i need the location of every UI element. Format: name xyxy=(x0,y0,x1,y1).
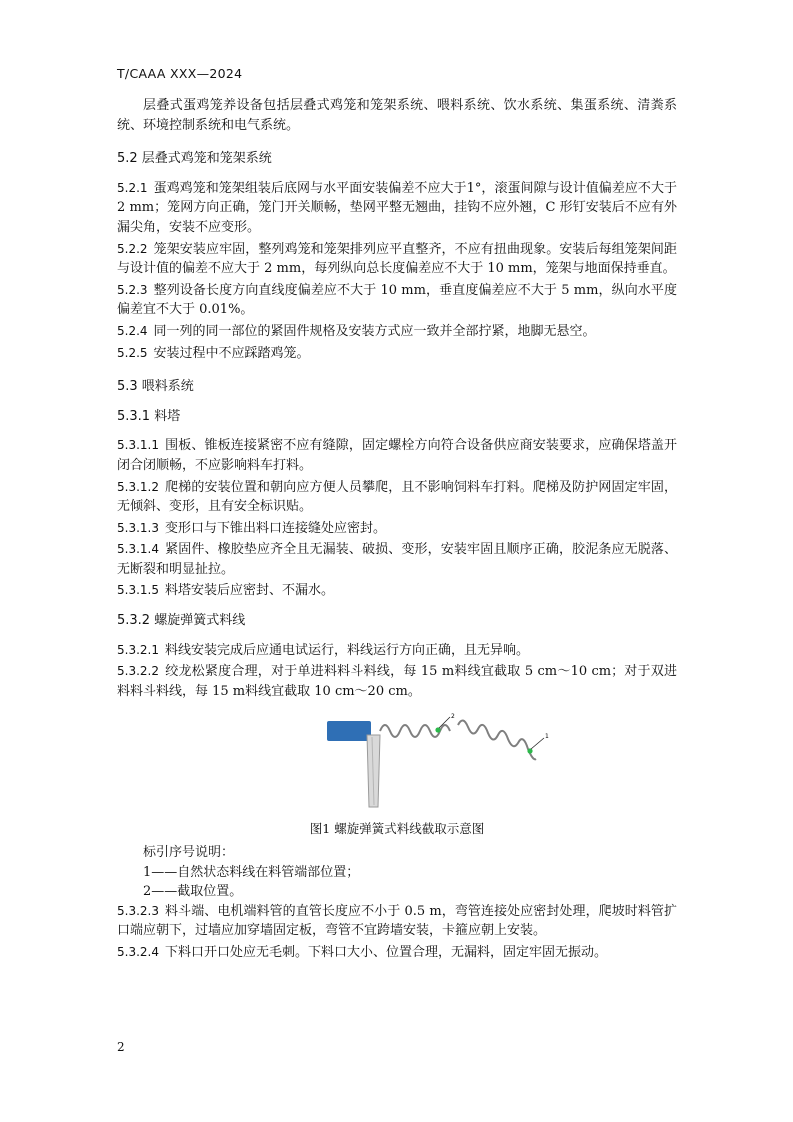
clause-text: 料斗端、电机端料管的直管长度应不小于 0.5 m，弯管连接处应密封处理，爬坡时料管扩口端应朝下，过墙应加穿墙固定板，弯管不宜跨墙安装，卡箍应朝上安装。 xyxy=(117,903,677,939)
legend-item-2: 2——截取位置。 xyxy=(143,884,243,900)
clause-5-2-4 xyxy=(117,322,677,342)
clause-text: 变形口与下锥出料口连接缝处应密封。 xyxy=(164,520,386,536)
clause-number: 5.3.1.1 xyxy=(117,438,159,453)
clause-5-3-1-2 xyxy=(117,478,677,517)
clause-text: 围板、锥板连接紧密不应有缝隙，固定螺栓方向符合设备供应商安装要求，应确保塔盖开闭合闭顺畅，不应影响料车打料。 xyxy=(117,438,677,473)
clause-number: 5.3.1.2 xyxy=(117,479,159,494)
clause-number: 5.2.4 xyxy=(117,323,148,338)
figure-1 xyxy=(117,713,677,813)
clause-5-3-1-5 xyxy=(117,581,677,601)
clause-5-2-3 xyxy=(117,281,677,320)
clause-5-3-1-3 xyxy=(117,519,677,539)
figure-caption: 图1 螺旋弹簧式料线截取示意图 xyxy=(309,821,485,837)
clause-text: 料塔安装后应密封、不漏水。 xyxy=(164,583,334,599)
clause-text: 笼架安装应牢固，整列鸡笼和笼架排列应平直整齐，不应有扭曲现象。安装后每组笼架间距与设计值的偏差不应大于 2 mm，每列纵向总长度偏差应不大于 10 mm，笼架与地面保持垂直。 xyxy=(117,241,677,277)
auger-spring-illustration xyxy=(322,713,552,811)
pipe-end-position-marker xyxy=(527,749,532,754)
clause-number: 5.3.1.3 xyxy=(117,520,159,535)
figure-label-2: 2 xyxy=(451,713,455,721)
clause-number: 5.2.1 xyxy=(117,180,148,195)
clause-number: 5.3.1.4 xyxy=(117,542,159,557)
clause-5-2-1 xyxy=(117,179,677,238)
clause-text: 蛋鸡鸡笼和笼架组装后底网与水平面安装偏差不应大于1°，滚蛋间隙与设计值偏差应不大于 2 mm；笼网方向正确，笼门开关顺畅，垫网平整无翘曲，挂钩不应外翘，C 形钉安装后不应有外漏尖角，安装不应变形。 xyxy=(117,180,677,235)
clause-5-2-5 xyxy=(117,344,677,364)
clause-text: 绞龙松紧度合理，对于单进料料斗料线，每 15 m料线宜截取 5 cm～10 cm；对于双进料料斗料线，每 15 m料线宜截取 10 cm～20 cm。 xyxy=(117,664,677,699)
clause-number: 5.3.2.3 xyxy=(117,903,159,918)
clause-text: 整列设备长度方向直线度偏差应不大于 10 mm，垂直度偏差应不大于 5 mm，纵向水平度偏差宜不大于 0.01%。 xyxy=(117,282,677,318)
leader-line-1 xyxy=(531,738,544,749)
clause-number: 5.3.2.4 xyxy=(117,945,159,959)
section-heading-5-2: 5.2 层叠式鸡笼和笼架系统 xyxy=(117,151,272,167)
clause-text: 爬梯的安装位置和朝向应方便人员攀爬，且不影响饲料车打料。爬梯及防护网固定牢固，无倾斜、变形，且有安全标识贴。 xyxy=(117,479,677,515)
intro-paragraph: 层叠式蛋鸡笼养设备包括层叠式鸡笼和笼架系统、喂料系统、饮水系统、集蛋系统、清粪系统、环境控制系统和电气系统。 xyxy=(117,98,677,133)
clause-5-3-2-2 xyxy=(117,662,677,701)
clause-text: 料线安装完成后应通电试运行，料线运行方向正确，且无异响。 xyxy=(164,642,529,658)
spring-segment-natural xyxy=(458,721,536,760)
cut-position-marker xyxy=(435,728,440,733)
clause-text: 下料口开口处应无毛刺。下料口大小、位置合理，无漏料，固定牢固无振动。 xyxy=(164,945,607,960)
section-heading-5-3: 5.3 喂料系统 xyxy=(117,379,194,395)
clause-text: 同一列的同一部位的紧固件规格及安装方式应一致并全部拧紧，地脚无悬空。 xyxy=(153,323,596,339)
section-heading-5-3-1: 5.3.1 料塔 xyxy=(117,408,181,424)
clause-5-3-2-4 xyxy=(117,943,677,963)
clause-number: 5.2.3 xyxy=(117,282,148,297)
clause-5-3-2-3 xyxy=(117,902,677,941)
figure-label-1: 1 xyxy=(545,733,549,741)
clause-number: 5.2.2 xyxy=(117,241,148,256)
clause-5-3-1-1 xyxy=(117,436,677,475)
legend-title: 标引序号说明： xyxy=(143,845,235,861)
clause-number: 5.3.1.5 xyxy=(117,583,159,598)
legend-item-1: 1——自然状态料线在料管端部位置； xyxy=(143,864,360,880)
clause-number: 5.2.5 xyxy=(117,345,148,360)
clause-5-3-1-4 xyxy=(117,540,677,579)
section-heading-5-3-2: 5.3.2 螺旋弹簧式料线 xyxy=(117,613,246,629)
clause-5-3-2-1 xyxy=(117,641,677,661)
standard-code: T/CAAA XXX—2024 xyxy=(117,66,243,81)
clause-text: 安装过程中不应踩踏鸡笼。 xyxy=(153,345,310,361)
page-number: 2 xyxy=(117,1040,125,1054)
feed-pipe-end xyxy=(327,721,371,741)
clause-number: 5.3.2.1 xyxy=(117,642,159,657)
clause-5-2-2 xyxy=(117,240,677,279)
document-body xyxy=(117,96,677,963)
clause-text: 紧固件、橡胶垫应齐全且无漏装、破损、变形，安装牢固且顺序正确，胶泥条应无脱落、无断裂和明显扯拉。 xyxy=(117,542,677,577)
clause-number: 5.3.2.2 xyxy=(117,664,159,679)
